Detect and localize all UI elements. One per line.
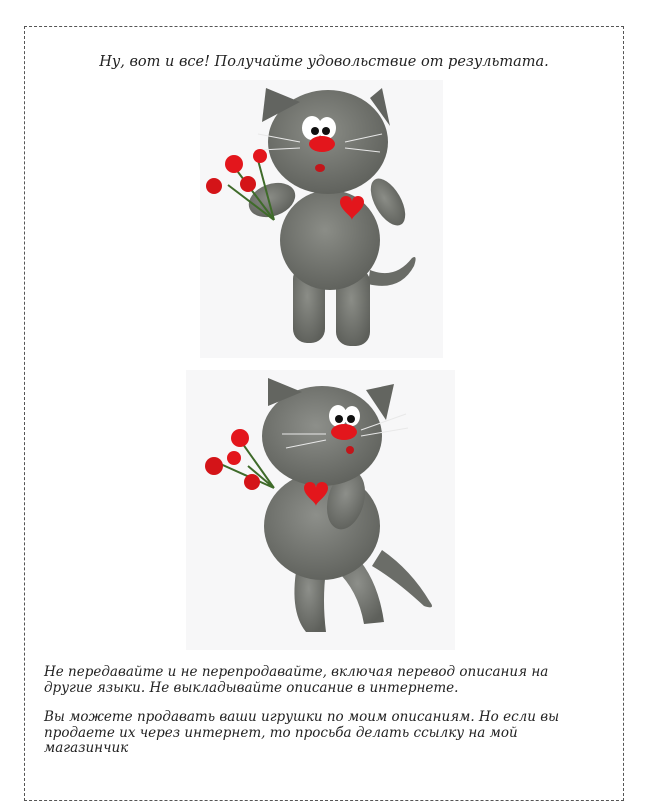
copyright-notice [44, 665, 604, 696]
copyright-line-1: Не передавайте и не перепродавайте, включая перевод описания на [44, 664, 549, 680]
knitted-cat-illustration-1 [200, 80, 443, 358]
selling-notice [44, 710, 604, 757]
copyright-line-2: другие языки. Не выкладывайте описание в интернете. [44, 679, 459, 696]
page-heading: Ну, вот и все! Получайте удовольствие от результата. [99, 54, 549, 70]
cat-photo-walking [186, 370, 455, 650]
knitted-cat-illustration-2 [186, 370, 455, 650]
cat-photo-front [200, 80, 443, 358]
selling-line-1: Вы можете продавать ваши игрушки по моим описаниям. Но если вы [44, 709, 560, 725]
selling-line-2: продаете их через интернет, то просьба делать ссылку на мой [44, 724, 518, 741]
selling-line-3: магазинчик [44, 740, 129, 756]
